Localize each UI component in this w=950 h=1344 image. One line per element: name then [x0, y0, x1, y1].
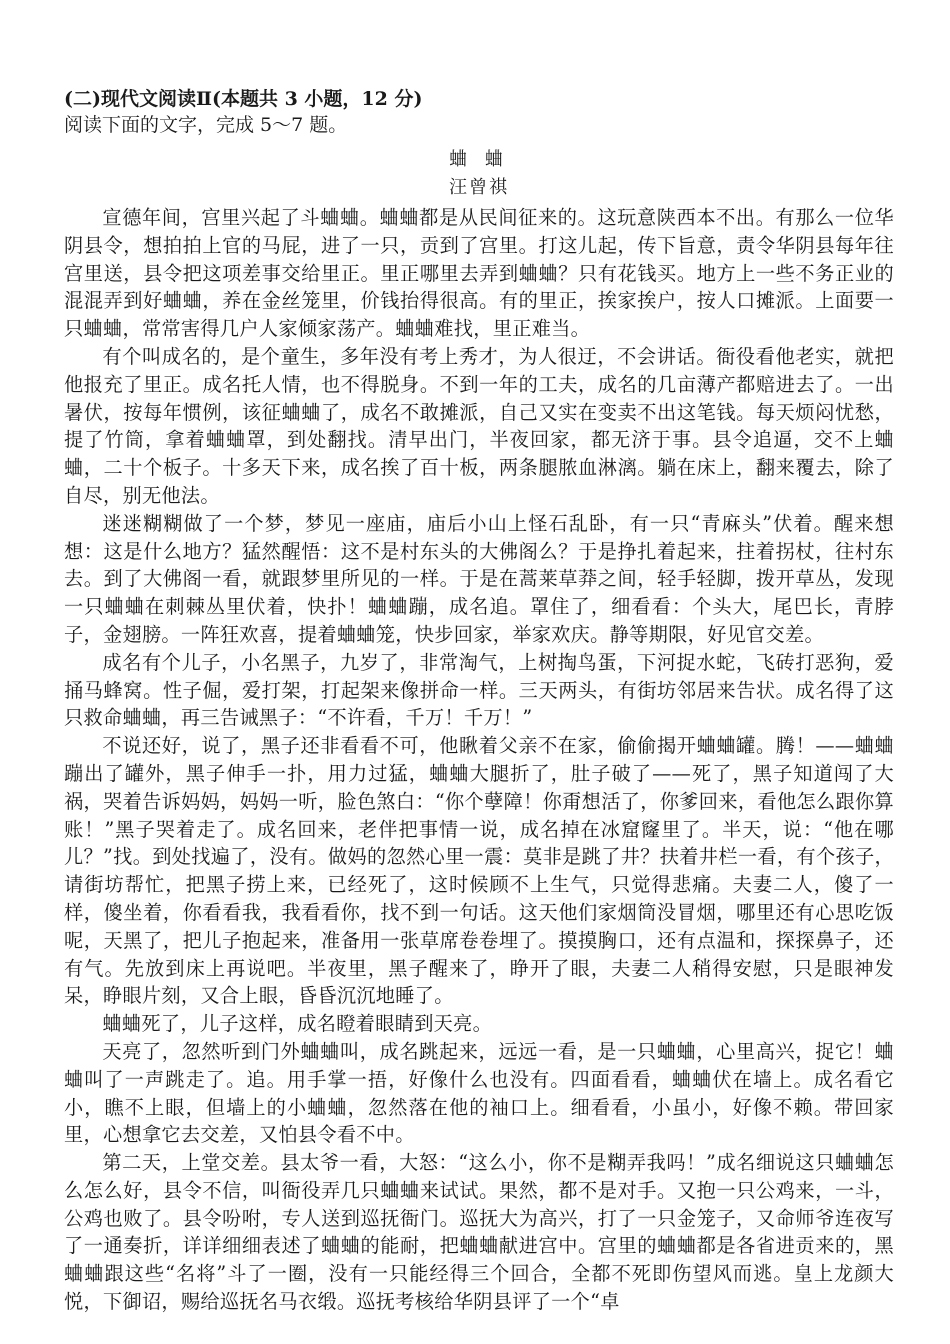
article-title: 蛐 蛐 [449, 149, 509, 170]
paragraph-6: 蛐蛐死了，儿子这样，成名瞪着眼睛到天亮。 [102, 1012, 493, 1036]
paragraph-8: 第二天，上堂交差。县太爷一看，大怒：“这么小，你不是糊弄我吗！”成名细说这只蛐蛐怎么怎么好，县令不信，叫衙役弄几只蛐蛐来试试。果然，都不是对手。又抱一只公鸡来，一斗，公鸡也败了。县令吩咐，专人送到巡抚衙门。巡抚大为高兴，打了一只金笼子，又命师爷连夜写了一通奏折，详详细细表述了蛐蛐的能耐，把蛐蛐献进宫中。宫里的蛐蛐都是各省进贡来的，黑蛐蛐跟这些“名将”斗了一圈，没有一只能经得三个回合，全都不死即伤望风而逃。皇上龙颜大悦，下御诏，赐给巡抚名马衣缎。巡抚考核给华阴县评了一个“卓 [64, 1151, 894, 1314]
exam-page [64, 86, 894, 1316]
reading-instruction: 阅读下面的文字，完成 5～7 题。 [64, 114, 348, 136]
paragraph-4: 成名有个儿子，小名黑子，九岁了，非常淘气，上树掏鸟蛋，下河捉水蛇，飞砖打恶狗，爱捅马蜂窝。性子倔，爱打架，打起架来像拼命一样。三天两头，有街坊邻居来告状。成名得了这只救命蛐蛐，再三告诫黑子：“不许看，千万！千万！” [64, 650, 894, 730]
paragraph-1: 宣德年间，宫里兴起了斗蛐蛐。蛐蛐都是从民间征来的。这玩意陕西本不出。有那么一位华阴县令，想拍拍上官的马屁，进了一只，贡到了宫里。打这儿起，传下旨意，责令华阴县每年往宫里送，县令把这项差事交给里正。里正哪里去弄到蛐蛐？只有花钱买。地方上一些不务正业的混混弄到好蛐蛐，养在金丝笼里，价钱抬得很高。有的里正，挨家挨户，按人口摊派。上面要一只蛐蛐，常常害得几户人家倾家荡产。蛐蛐难找，里正难当。 [64, 206, 894, 341]
article-body [64, 204, 894, 1316]
section-heading: (二)现代文阅读Ⅱ(本题共 3 小题，12 分) [64, 88, 423, 110]
paragraph-7: 天亮了，忽然听到门外蛐蛐叫，成名跳起来，远远一看，是一只蛐蛐，心里高兴，捉它！蛐蛐叫了一声跳走了。追。用手掌一捂，好像什么也没有。四面看看，蛐蛐伏在墙上。成名看它小，瞧不上眼，但墙上的小蛐蛐，忽然落在他的袖口上。细看看，小虽小，好像不赖。带回家里，心想拿它去交差，又怕县令看不中。 [64, 1039, 894, 1147]
paragraph-2: 有个叫成名的，是个童生，多年没有考上秀才，为人很迂，不会讲话。衙役看他老实，就把他报充了里正。成名托人情，也不得脱身。不到一年的工夫，成名的几亩薄产都赔进去了。一出暑伏，按每年惯例，该征蛐蛐了，成名不敢摊派，自己又实在变卖不出这笔钱。每天烦闷忧愁，提了竹筒，拿着蛐蛐罩，到处翻找。清早出门，半夜回家，都无济于事。县令追逼，交不上蛐蛐，二十个板子。十多天下来，成名挨了百十板，两条腿脓血淋漓。躺在床上，翻来覆去，除了自尽，别无他法。 [64, 344, 894, 507]
paragraph-5: 不说还好，说了，黑子还非看看不可，他瞅着父亲不在家，偷偷揭开蛐蛐罐。腾！——蛐蛐蹦出了罐外，黑子伸手一扑，用力过猛，蛐蛐大腿折了，肚子破了——死了，黑子知道闯了大祸，哭着告诉妈妈，妈妈一听，脸色煞白：“你个孽障！你甭想活了，你爹回来，看他怎么跟你算账！”黑子哭着走了。成名回来，老伴把事情一说，成名掉在冰窟窿里了。半天，说：“他在哪儿？”找。到处找遍了，没有。做妈的忽然心里一震：莫非是跳了井？扶着井栏一看，有个孩子，请街坊帮忙，把黑子捞上来，已经死了，这时候顾不上生气，只觉得悲痛。夫妻二人，傻了一样，傻坐着，你看看我，我看看你，找不到一句话。这天他们家烟筒没冒烟，哪里还有心思吃饭呢，天黑了，把儿子抱起来，准备用一张草席卷卷埋了。摸摸胸口，还有点温和，探探鼻子，还有气。先放到床上再说吧。半夜里，黑子醒来了，睁开了眼，夫妻二人稍得安慰，只是眼神发呆，睁眼片刻，又合上眼，昏昏沉沉地睡了。 [64, 734, 894, 1008]
paragraph-3: 迷迷糊糊做了一个梦，梦见一座庙，庙后小山上怪石乱卧，有一只“青麻头”伏着。醒来想想：这是什么地方？猛然醒悟：这不是村东头的大佛阁么？于是挣扎着起来，拄着拐杖，往村东去。到了大佛阁一看，就跟梦里所见的一样。于是在蒿莱草莽之间，轻手轻脚，拨开草丛，发现一只蛐蛐在刺棘丛里伏着，快扑！蛐蛐蹦，成名追。罩住了，细看看：个头大，尾巴长，青脖子，金翅膀。一阵狂欢喜，提着蛐蛐笼，快步回家，举家欢庆。静等期限，好见官交差。 [64, 511, 894, 646]
article-author: 汪曾祺 [449, 177, 509, 198]
